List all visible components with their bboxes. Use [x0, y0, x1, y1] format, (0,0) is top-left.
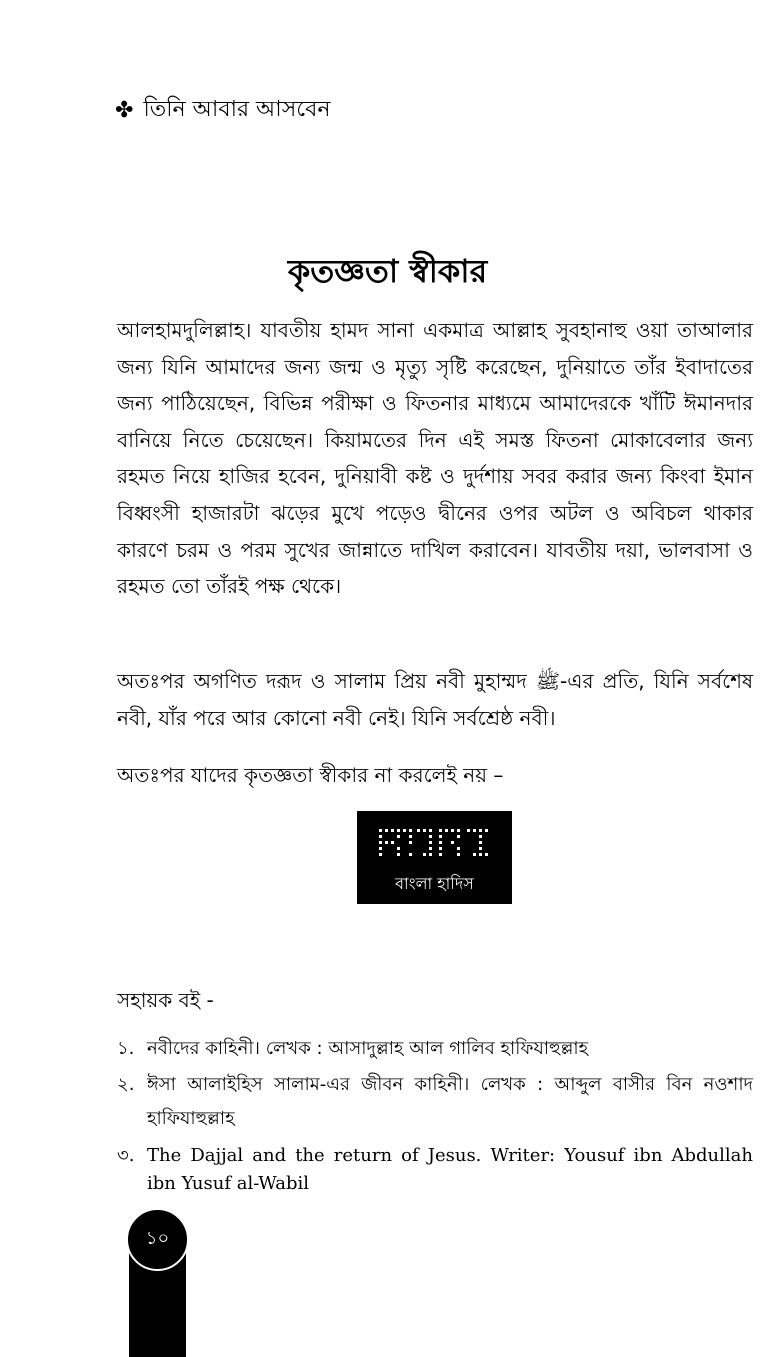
- reference-text: ঈসা আলাইহিস সালাম-এর জীবন কাহিনী। লেখক : আব্দুল বাসীর বিন নওশাদ হাফিযাহুল্লাহ: [147, 1074, 753, 1129]
- chapter-list-item-text: তিনি আবার আসবেন: [143, 97, 331, 122]
- reference-number: ১.: [117, 1038, 135, 1059]
- references-heading: সহায়ক বই -: [117, 988, 214, 1012]
- bangla-hadis-logo-icon: [377, 827, 492, 863]
- bangla-hadis-logo: [357, 811, 512, 904]
- flower-bullet-icon: ✤: [115, 98, 134, 123]
- reference-item: [117, 1142, 753, 1198]
- page-number: ১০: [126, 1208, 189, 1271]
- reference-item: [117, 1032, 753, 1066]
- page-title: কৃতজ্ঞতা স্বীকার: [287, 252, 488, 290]
- reference-number: ২.: [117, 1074, 135, 1095]
- paragraph-1: আলহামদুলিল্লাহ। যাবতীয় হামদ সানা একমাত্র আল্লাহ সুবহানাহু ওয়া তাআলার জন্য যিনি আমাদের জন্য জন্ম ও মৃত্যু সৃষ্টি করেছেন, দুনিয়াতে তাঁর ইবাদাতের জন্য পাঠিয়েছেন, বিভিন্ন পরীক্ষা ও ফিতনার মাধ্যমে আমাদেরকে খাঁটি ঈমানদার বানিয়ে নিতে চেয়েছেন। কিয়ামতের দিন এই সমস্ত ফিতনা মোকাবেলার জন্য রহমত নিয়ে হাজির হবেন, দুনিয়াবী কষ্ট ও দুর্দশায় সবর করার জন্য কিংবা ইমান বিধ্বংসী হাজারটা ঝড়ের মুখে পড়েও দ্বীনের ওপর অটল ও অবিচল থাকার কারণে চরম ও পরম সুখের জান্নাতে দাখিল করাবেন। যাবতীয় দয়া, ভালবাসা ও রহমত তো তাঁরই পক্ষ থেকে।: [117, 318, 753, 599]
- logo-text: বাংলা হাদিস: [395, 874, 474, 893]
- paragraph-3: অতঃপর যাদের কৃতজ্ঞতা স্বীকার না করলেই নয় –: [117, 763, 504, 787]
- reference-text: নবীদের কাহিনী। লেখক : আসাদুল্লাহ আল গালিব হাফিযাহুল্লাহ: [147, 1038, 589, 1059]
- chapter-list-item: [115, 92, 330, 129]
- reference-item: [117, 1068, 753, 1136]
- reference-number: ৩.: [117, 1145, 135, 1166]
- paragraph-2: অতঃপর অগণিত দরূদ ও সালাম প্রিয় নবী মুহাম্মদ ﷺ-এর প্রতি, যিনি সর্বশেষ নবী, যাঁর পরে আর কোনো নবী নেই। যিনি সর্বশ্রেষ্ঠ নবী।: [117, 669, 753, 730]
- reference-text: The Dajjal and the return of Jesus. Writer: Yousuf ibn Abdullah ibn Yusuf al-Wabil: [147, 1145, 753, 1194]
